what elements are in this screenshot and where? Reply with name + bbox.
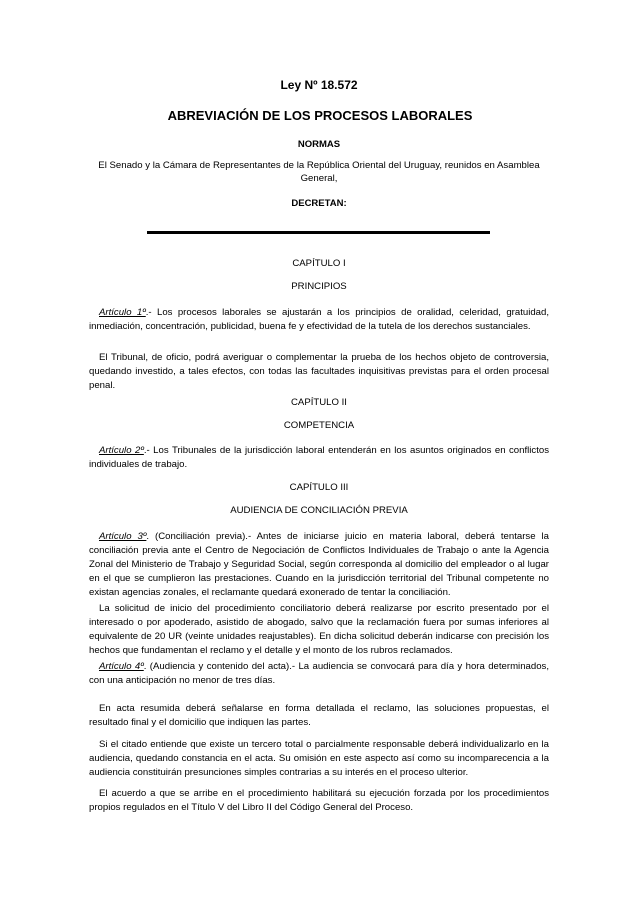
paragraph: La solicitud de inicio del procedimiento conciliatorio deberá realizarse por escrito presentado por el interesado o por apoderado, asistido de abogado, salvo que la reclamación fuera por sumas inferiores al equivalente de 20 UR (veinte unidades reajustables). En dicha solicitud deberán indicarse con precisión los hechos que fundamentan el reclamo y el detalle y el monto de los rubros reclamados. bbox=[89, 603, 549, 656]
chapter-number: CAPÍTULO III bbox=[289, 482, 349, 493]
article-text: .- Los Tribunales de la jurisdicción laboral entenderán en los asuntos originados en conflictos individuales de trabajo. bbox=[89, 445, 549, 470]
article-paragraph bbox=[89, 306, 549, 334]
horizontal-rule bbox=[147, 231, 490, 234]
chapter-title: PRINCIPIOS bbox=[291, 281, 347, 292]
preamble: El Senado y la Cámara de Representantes de la República Oriental del Uruguay, reunidos en Asamblea General, bbox=[98, 160, 540, 184]
decretan-heading: DECRETAN: bbox=[291, 198, 347, 209]
paragraph: Si el citado entiende que existe un tercero total o parcialmente responsable deberá individualizarlo en la audiencia, quedando constancia en el acta. Su omisión en este aspecto así como su incomparecencia a la audiencia constituirán presunciones simples contrarias a su interés en el proceso ulterior. bbox=[89, 739, 549, 778]
article-paragraph bbox=[89, 660, 549, 688]
paragraph: En acta resumida deberá señalarse en forma detallada el reclamo, las soluciones propuestas, el resultado final y el domicilio que indiquen las partes. bbox=[89, 703, 549, 728]
article-paragraph bbox=[89, 530, 549, 600]
normas-heading: NORMAS bbox=[297, 139, 341, 150]
article-text: . (Audiencia y contenido del acta).- La audiencia se convocará para día y hora determinados, con una anticipación no menor de tres días. bbox=[89, 661, 549, 686]
law-title: Ley Nº 18.572 bbox=[280, 78, 358, 92]
chapter-number: CAPÍTULO I bbox=[292, 258, 346, 269]
chapter-title: COMPETENCIA bbox=[283, 420, 355, 431]
article-label: Artículo 2º bbox=[99, 445, 144, 456]
article-label: Artículo 3º bbox=[99, 531, 147, 542]
article-label: Artículo 4º bbox=[99, 661, 144, 672]
law-subtitle: ABREVIACIÓN DE LOS PROCESOS LABORALES bbox=[167, 108, 473, 123]
chapter-number: CAPÍTULO II bbox=[291, 397, 347, 408]
paragraph: El acuerdo a que se arribe en el procedimiento habilitará su ejecución forzada por los procedimientos propios regulados en el Título V del Libro II del Código General del Proceso. bbox=[89, 788, 549, 813]
article-label: Artículo 1º bbox=[99, 307, 146, 318]
article-paragraph bbox=[89, 444, 549, 472]
paragraph: El Tribunal, de oficio, podrá averiguar o complementar la prueba de los hechos objeto de controversia, quedando investido, a tales efectos, con todas las facultades inquisitivas previstas para el orden procesal penal. bbox=[89, 352, 549, 391]
article-text: . (Conciliación previa).- Antes de iniciarse juicio en materia laboral, deberá tentarse la conciliación previa ante el Centro de Negociación de Conflictos Individuales de Trabajo o ante la Agencia Zonal del Ministerio de Trabajo y Seguridad Social, según corresponda al domicilio del empleador o al lugar en el que se cumplieron las prestaciones. Cuando en la jurisdicción territorial del Tribunal competente no existan agencias zonales, el reclamante quedará exonerado de tentar la conciliación. bbox=[89, 531, 549, 598]
chapter-title: AUDIENCIA DE CONCILIACIÓN PREVIA bbox=[230, 505, 408, 516]
article-text: .- Los procesos laborales se ajustarán a los principios de oralidad, celeridad, gratuidad, inmediación, concentración, publicidad, buena fe y efectividad de la tutela de los derechos sustanciales. bbox=[89, 307, 549, 332]
